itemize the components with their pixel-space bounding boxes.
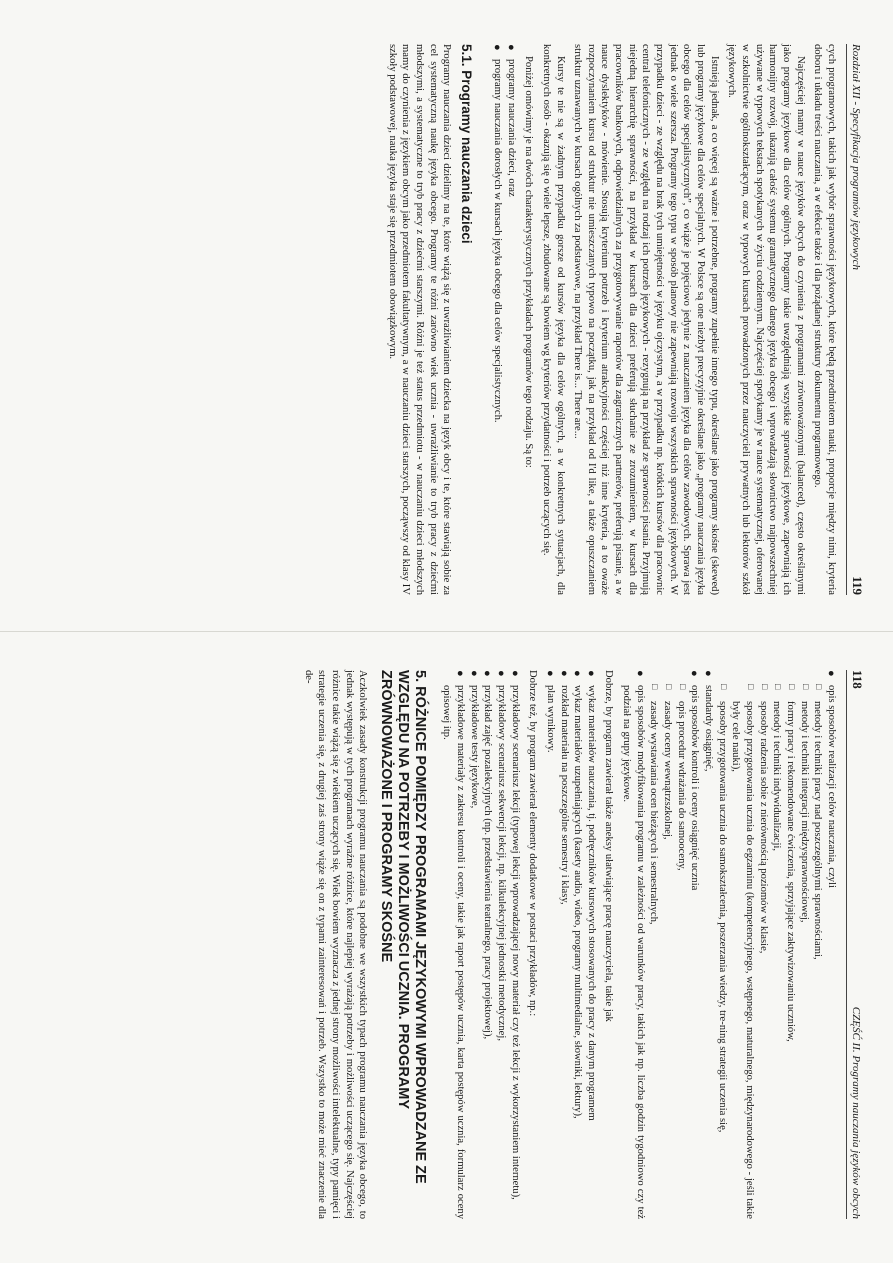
list-subitem: □ zasady wystawiania ocen bieżących i semestralnych,	[648, 684, 661, 925]
bullet-list	[490, 44, 517, 595]
paragraph: Programy nauczania dzieci dzielimy na te, które wiążą się z uwrażliwianiem dziecka na język obcy i te, które stawiają sobie za cel systematyczną naukę języka obcego. Programy te różni zarówno wiek ucznia - uwrażliwianie to tryb pracy z dziećmi młodszymi, a systematyczne to tryb pracy z dziećmi starszymi. Różni je też status przedmiotu - w nauczaniu dzieci młodszych mamy do czynienia z językiem obcym jako przedmiotem fakultatywnym, a w nauczaniu dzieci starszych, począwszy od klasy IV szkoły podstawowej, nauka języka staje się przedmiotem obowiązkowym.	[386, 44, 453, 595]
list-subitem: □ zasady oceny wewnątrzszkolnej,	[662, 684, 675, 840]
list-item: ● przykładowe materiały z zakresu kontroli i oceny, takie jak raport postępów ucznia, karta postępów ucznia, formularz oceny opisowej itp.	[441, 670, 466, 1219]
square-bullet-icon: □	[787, 684, 798, 690]
bullet-icon: ●	[584, 670, 597, 677]
bullet-list	[543, 670, 598, 1219]
page-119	[0, 0, 893, 631]
bullet-icon: ●	[543, 670, 556, 677]
square-bullet-icon: □	[650, 684, 661, 690]
list-item: ● przykładowy scenariusz lekcji (typowej lekcji wprowadzającej nowy materiał czy też lekcji z wykorzystaniem internetu),	[508, 670, 521, 1200]
list-subitem: □ sposoby przygotowania ucznia do egzaminu (kompetencyjnego, wstępnego, maturalnego, międzynarodowego - jeśli takie były cele nauki),	[730, 684, 757, 1219]
list-item: ● wykaz materiałów uzupełniających (kasety audio, wideo, programy multimedialne, słowniki, lektury),	[571, 670, 584, 1119]
list-item: ● wykaz materiałów nauczania, tj. podręczników kursowych stosowanych do pracy z danym programem	[584, 670, 597, 1121]
bullet-icon: ●	[508, 670, 521, 677]
running-head-right	[846, 44, 865, 595]
list-item: ● opis sposobów modyfikowania programu w zależności od warunków pracy, takich jak np. liczba godzin tygodniowo czy też podział na grupy językowe.	[621, 670, 646, 1219]
list-item: ● przykładowe testy językowe,	[467, 670, 480, 809]
bullet-list	[440, 670, 522, 1219]
running-head-left	[846, 670, 865, 1219]
bullet-icon: ●	[688, 670, 701, 677]
running-title-right: Rozdział XII - Specyfikacja programów językowych	[850, 44, 862, 270]
bullet-icon: ●	[571, 670, 584, 677]
bullet-icon: ●	[825, 670, 837, 677]
bullet-icon: ●	[467, 670, 480, 677]
list-item: ● rozkład materiału na poszczególne semestry i klasy,	[557, 670, 570, 905]
bullet-icon: ●	[494, 670, 507, 677]
square-bullet-icon: □	[718, 684, 729, 690]
bullet-icon: ●	[702, 670, 715, 677]
square-bullet-icon: □	[664, 684, 675, 690]
paragraph: Poniżej omówimy je na dwóch charakterystycznych przykładach programów tego rodzaju. Są to:	[523, 56, 535, 468]
section-heading: 5.1. Programy nauczania dzieci	[459, 44, 475, 244]
bullet-icon: ●	[490, 44, 503, 51]
paragraph: Aczkolwiek zasady konstrukcji programu nauczania są podobne we wszystkich typach programu nauczania języka obcego, to jednak występują w tych programach wyraźne różnice, które najlepiej wyrażają potrzeby i możliwości uczącego się. Najczęściej różnice takie wiążą się z wiekiem uczących się. Wiek bowiem wyznacza z jednej strony możliwości intelektualne, typy pamięci i strategie uczenia się, z drugiej zaś strony wiąże się on z typami zainteresowań i potrzeb. Wszystko to może mieć znaczenie dla de-	[302, 670, 369, 1219]
paragraph: Kursy te nie są w żadnym przypadku gorsze od kursów języka dla celów ogólnych, a w konkretnych sytuacjach, dla konkretnych osób - okazują się o wiele lepsze, zbudowane są bowiem wg kryteriów przydatności i potrzeb uczących się.	[540, 44, 566, 595]
paragraph: Dobrze też, by program zawierał elementy dodatkowe w postaci przykładów, np.:	[527, 670, 539, 1017]
bullet-list	[620, 670, 839, 1219]
square-bullet-icon: □	[746, 684, 757, 690]
list-item: ● przykład zajęć pozalekcyjnych (np. przedstawienia teatralnego, pracy projektowej),	[481, 670, 494, 1040]
list-item: ● plan wynikowy.	[543, 670, 556, 753]
square-bullet-icon: □	[677, 684, 688, 690]
list-subitem: □ sposoby radzenia sobie z nierównością poziomów w klasie,	[757, 684, 770, 954]
list-subitem: □ opis procedur wdrażania do samooceny,	[675, 684, 688, 871]
list-item: ● opis sposobów realizacji celów nauczania, czyli	[825, 670, 837, 888]
square-bullet-icon: □	[773, 684, 784, 690]
list-subitem: □ metody i techniki indywidualizacji,	[771, 684, 784, 852]
square-bullet-icon: □	[759, 684, 770, 690]
list-subitem: □ formy pracy i rekomendowane ćwiczenia, sprzyjające zaktywizowaniu uczniów,	[785, 684, 798, 1042]
list-item: ● standardy osiągnięć,	[702, 670, 715, 772]
page-number-left: 118	[850, 670, 865, 689]
bullet-icon: ●	[557, 670, 570, 677]
page-number-right: 119	[850, 576, 865, 595]
list-item: ● programy nauczania dzieci, oraz	[504, 44, 517, 197]
list-item: ● opis sposobów kontroli i oceny osiągnięć ucznia	[688, 670, 701, 891]
bullet-icon: ●	[504, 44, 517, 51]
page-118	[0, 632, 893, 1263]
bullet-icon: ●	[633, 670, 646, 677]
running-title-left: CZĘŚĆ II. Programy nauczania języków obcych	[850, 1006, 862, 1219]
square-bullet-icon: □	[800, 684, 811, 690]
list-subitem: □ metody i techniki integracji międzysprawnościowej,	[798, 684, 811, 923]
square-bullet-icon: □	[814, 684, 825, 690]
bullet-icon: ●	[453, 670, 466, 677]
paragraph: cych programowych, takich jak wybór sprawności językowych, które będą przedmiotem nauki, proporcje między nimi, kryteria doboru i układu treści nauczania, a w efekcie także i dla pożądanej struktury dokumentu programowego.	[812, 44, 837, 595]
bullet-icon: ●	[481, 670, 494, 677]
list-item: ● przykładowy scenariusz sekwencji lekcji, np. kilkulekcyjnej jednostki metodycznej,	[494, 670, 507, 1041]
paragraph: Istnieją jednak, a co więcej są ważne i potrzebne, programy zupełnie innego typu, określane jako programy skośne (skewed) lub programy językowe dla celów specjalnych. W Polsce są one niezbyt precyzyjnie określane jako „programy nauczania języka obcego dla celów specjalistycznych”, co wiąże je pojęciowo jedynie z nauczaniem języka dla celów zawodowych. Sprawa jest jednak o wiele szersza. Programy tego typu w sposób planowy nie zapewniają rozwoju wszystkich sprawności językowych. W przypadku dzieci - ze względu na brak tych umiejętności w języku ojczystym, a w przypadku np. krótkich kursów dla pracownic central telefonicznych - ze względu na rodzaj ich potrzeb językowych - rezygnują na przykład ze sprawności pisania. Przyjmują niejedną hierarchię sprawności, na przykład w kursach dla dzieci preferują słuchanie ze zrozumieniem, w kursach dla pracowników bankowych, odpowiedzialnych za przygotowywanie raportów dla zagranicznych partnerów, preferują pisanie, a w nauce dyslektyków - mówienie. Stosują kryterium potrzeb i kryterium atrakcyjności częściej niż inne kryteria, a to oważe rozpoczynaniem kursu od struktur nie umieszczanych typowo na początku, jak na przykład od I'd like, a także opuszczaniem struktur uznawanych w kursach ogólnych za podstawowe, na przykład There is... There are...	[572, 44, 720, 595]
list-subitem: □ metody i techniki pracy nad poszczególnymi sprawnościami,	[812, 684, 825, 960]
list-subitem: □ sposoby przygotowania ucznia do samokształcenia, poszerzania wiedzy, tre-ning strategii uczenia się,	[716, 684, 729, 1133]
list-item: ● programy nauczania dorosłych w kursach języka obcego dla celów specjalistycznych.	[490, 44, 503, 423]
paragraph: Dobrze, by program zawierał także aneksy ułatwiające pracę nauczyciela, takie jak	[603, 670, 615, 1022]
chapter-heading: 5. RÓŻNICE POMIĘDZY PROGRAMAMI JĘZYKOWYMI WPROWADZANE ZE WZGLĘDU NA POTRZEBY I MOŻLIWOŚCI UCZNIA. PROGRAMY ZRÓWNOWAŻONE I PROGRAMY SKOŚNE	[378, 670, 428, 1184]
paragraph: Najczęściej mamy w nauce języków obcych do czynienia z programami zrównoważonymi (balanced), często określanymi jako programy językowe dla celów ogólnych. Programy takie uwzględniają wszystkie sprawności językowe, zapewniają ich harmonijny rozwój, ukazują całość systemu gramatycznego danego języka obcego i wprowadzają słownictwo najpowszechniej używane w typowych tekstach spotykanych w życiu codziennym. Najczęściej spotykamy je w nauce systematycznej, oferowanej w szkolnictwie ogólnokształcącym, oraz w typowych kursach prowadzonych przez nauczycieli prywatnych lub lektorów szkół językowych.	[726, 44, 806, 595]
